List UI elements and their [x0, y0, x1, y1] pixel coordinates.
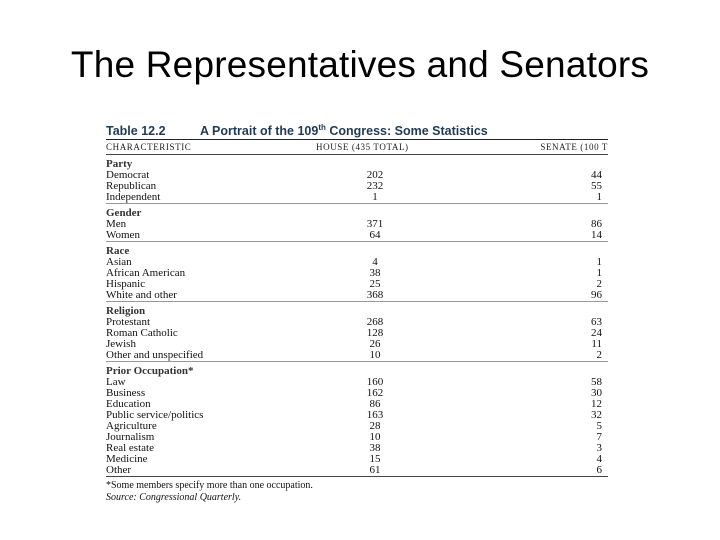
senate-value: 2 — [596, 278, 602, 290]
house-value: 232 — [366, 180, 384, 192]
senate-value: 24 — [591, 327, 602, 339]
row-label: Business — [106, 387, 146, 399]
table-row — [106, 454, 608, 465]
table-row — [106, 181, 608, 192]
row-label: Protestant — [106, 316, 150, 328]
column-header-house: HOUSE (435 TOTAL) — [316, 142, 409, 152]
table-row — [106, 279, 608, 290]
senate-value: 32 — [591, 409, 602, 421]
senate-value: 12 — [591, 398, 602, 410]
house-value: 86 — [369, 398, 381, 410]
column-header-characteristic: CHARACTERISTIC — [106, 142, 192, 152]
section-title: Gender — [106, 207, 142, 219]
row-label: Agriculture — [106, 420, 157, 432]
table-bottom-rule — [106, 476, 608, 477]
senate-value: 11 — [591, 338, 602, 350]
section-title: Race — [106, 245, 130, 257]
table-body — [96, 155, 616, 476]
column-header-senate: SENATE (100 T — [540, 142, 608, 152]
table-number: Table 12.2 — [106, 124, 166, 138]
senate-value: 96 — [591, 289, 602, 301]
table-row — [106, 328, 608, 339]
senate-value: 30 — [591, 387, 602, 399]
section-title: Party — [106, 158, 133, 170]
row-label: Medicine — [106, 453, 148, 465]
senate-value: 6 — [596, 464, 602, 476]
house-value: 368 — [366, 289, 384, 301]
row-label: Public service/politics — [106, 409, 204, 421]
row-label: Independent — [106, 191, 161, 203]
senate-value: 1 — [596, 267, 602, 279]
senate-value: 86 — [591, 218, 602, 230]
table-row — [106, 350, 608, 361]
table-section — [106, 203, 608, 241]
footnote-source: Source: Congressional Quarterly. — [106, 492, 242, 503]
house-value: 162 — [366, 387, 384, 399]
senate-value: 1 — [596, 191, 602, 203]
house-value: 268 — [366, 316, 384, 328]
row-label: Men — [106, 218, 127, 230]
house-value: 38 — [369, 267, 381, 279]
senate-value: 5 — [596, 420, 602, 432]
row-label: Other and unspecified — [106, 349, 204, 361]
house-value: 38 — [369, 442, 381, 454]
house-value: 61 — [369, 464, 381, 476]
table-row — [106, 317, 608, 328]
house-value: 64 — [369, 229, 381, 241]
house-value: 1 — [372, 191, 378, 203]
table-section — [106, 301, 608, 361]
table-caption-text: A Portrait of the 109 — [200, 124, 319, 138]
row-label: Asian — [106, 256, 132, 268]
table-section — [106, 155, 608, 203]
row-label: Women — [106, 229, 140, 241]
table-footnotes — [106, 480, 616, 504]
senate-value: 1 — [596, 256, 602, 268]
row-label: Law — [106, 376, 126, 388]
house-value: 15 — [369, 453, 381, 465]
section-title: Religion — [106, 305, 146, 317]
table-caption-sup: th — [318, 123, 326, 132]
senate-value: 7 — [596, 431, 602, 443]
table-row — [106, 268, 608, 279]
row-label: White and other — [106, 289, 177, 301]
table-row — [106, 290, 608, 301]
row-label: Other — [106, 464, 132, 476]
slide-title: The Representatives and Senators — [70, 44, 650, 85]
house-value: 25 — [369, 278, 381, 290]
table-row — [106, 219, 608, 230]
table-row — [106, 377, 608, 388]
senate-value: 55 — [591, 180, 602, 192]
table-row — [106, 192, 608, 203]
row-label: Real estate — [106, 442, 154, 454]
row-label: Journalism — [106, 431, 155, 443]
footnote-occupation: *Some members specify more than one occupation. — [106, 480, 313, 491]
senate-value: 4 — [596, 453, 602, 465]
house-value: 4 — [372, 256, 378, 268]
row-label: Republican — [106, 180, 157, 192]
senate-value: 58 — [591, 376, 602, 388]
house-value: 128 — [366, 327, 384, 339]
table-caption-text-end: Congress: Some Statistics — [325, 124, 488, 138]
table-row — [106, 421, 608, 432]
table-row — [106, 388, 608, 399]
row-label: Hispanic — [106, 278, 146, 290]
section-title: Prior Occupation* — [106, 365, 194, 377]
row-label: African American — [106, 267, 186, 279]
table-row — [106, 432, 608, 443]
house-value: 10 — [369, 431, 381, 443]
table-section — [106, 361, 608, 476]
senate-value: 3 — [596, 442, 602, 454]
senate-value: 2 — [596, 349, 602, 361]
house-value: 371 — [366, 218, 384, 230]
table-row — [106, 443, 608, 454]
senate-value: 63 — [591, 316, 602, 328]
table-row — [106, 465, 608, 476]
house-value: 26 — [369, 338, 381, 350]
row-label: Education — [106, 398, 151, 410]
house-value: 163 — [366, 409, 384, 421]
house-value: 160 — [366, 376, 384, 388]
house-value: 10 — [369, 349, 381, 361]
senate-value: 44 — [591, 169, 602, 181]
table-header-row — [106, 140, 608, 154]
statistics-table — [96, 117, 616, 504]
table-caption — [106, 117, 616, 139]
senate-value: 14 — [591, 229, 602, 241]
row-label: Roman Catholic — [106, 327, 178, 339]
table-row — [106, 230, 608, 241]
row-label: Democrat — [106, 169, 150, 181]
row-label: Jewish — [106, 338, 136, 350]
house-value: 202 — [366, 169, 384, 181]
house-value: 28 — [369, 420, 381, 432]
table-section — [106, 241, 608, 301]
table-row — [106, 410, 608, 421]
table-row — [106, 170, 608, 181]
